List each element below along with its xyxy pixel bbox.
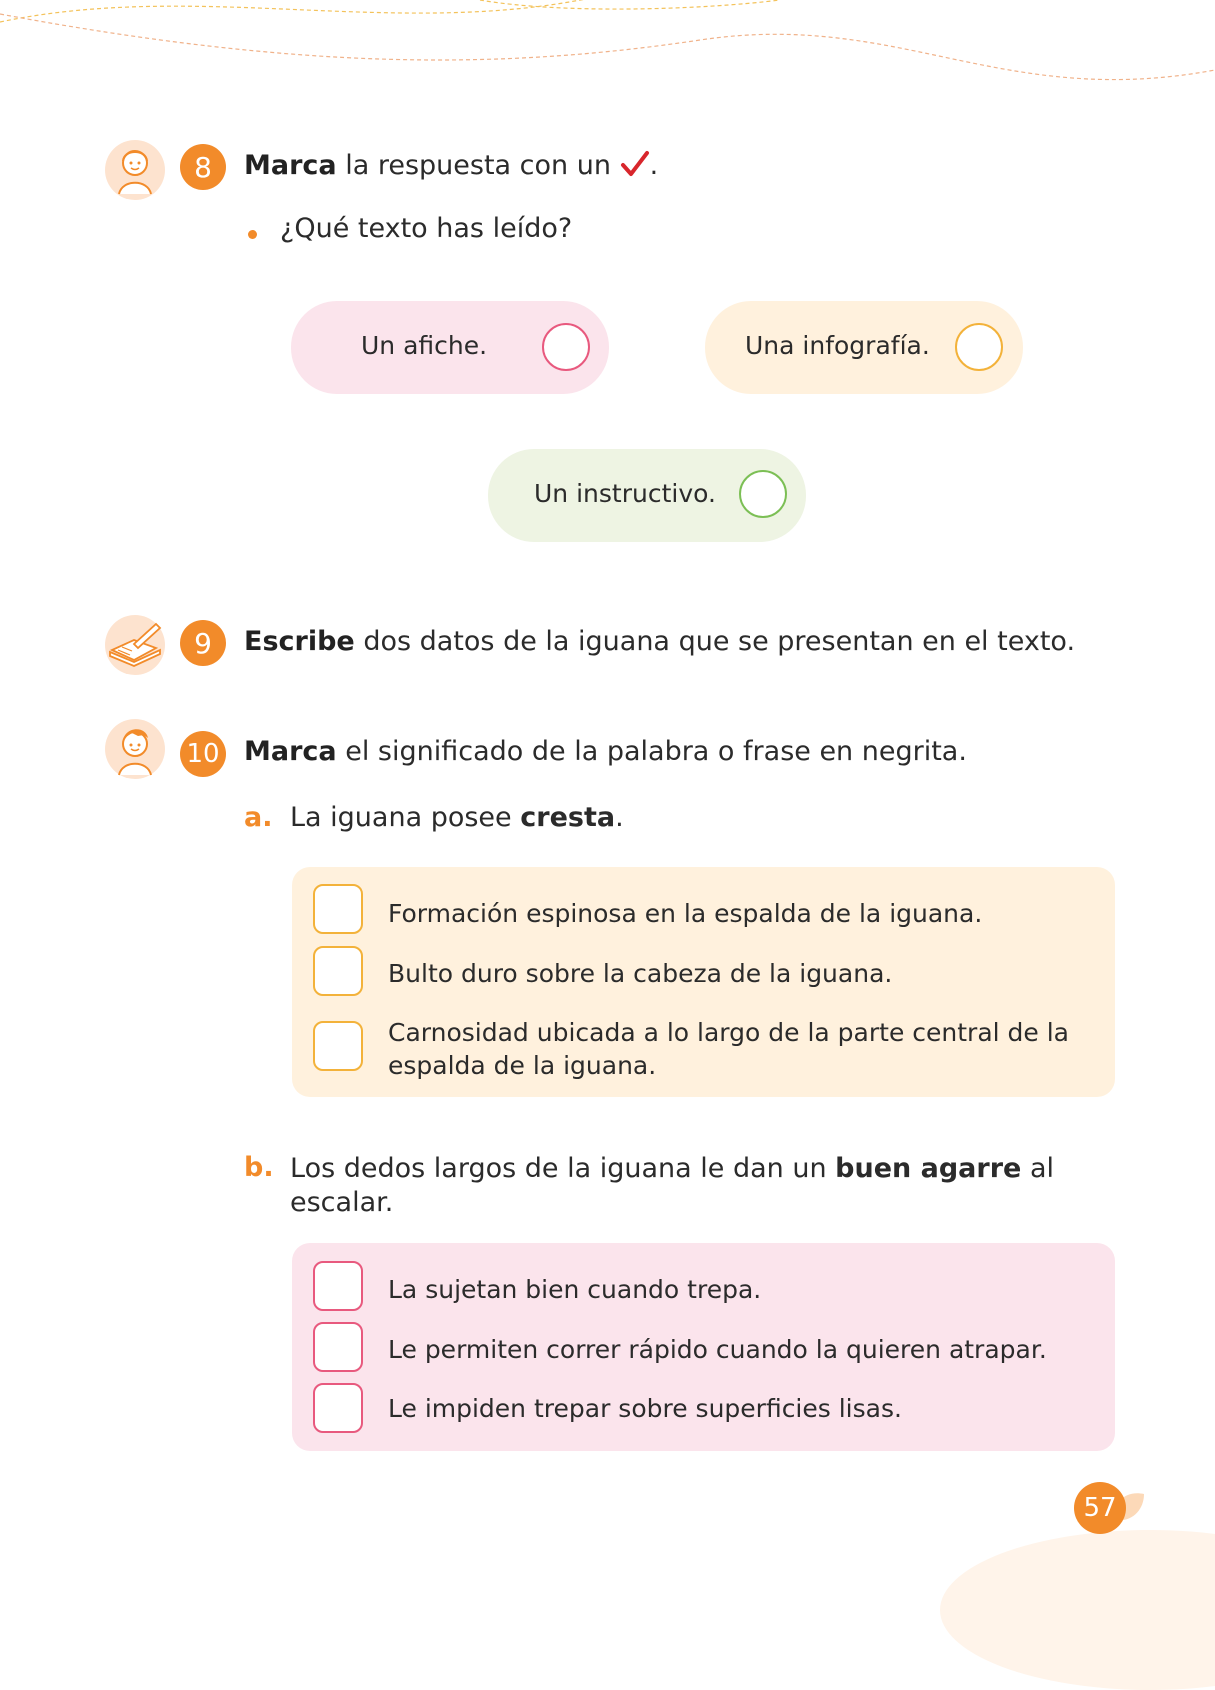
option-label: Un afiche.	[361, 331, 488, 360]
answer-checkbox[interactable]	[313, 884, 363, 934]
question-verb: Escribe	[244, 626, 355, 657]
answer-checkbox[interactable]	[313, 946, 363, 996]
question-number-badge: 10	[180, 731, 226, 777]
item-letter: b.	[244, 1152, 274, 1183]
answer-option-instructivo[interactable]	[488, 449, 806, 542]
bullet	[248, 230, 257, 239]
decorative-waves	[0, 0, 1215, 130]
option-text: Carnosidad ubicada a lo largo de la parte central de la espalda de la iguana.	[388, 1018, 1069, 1080]
question-number-badge: 9	[180, 620, 226, 666]
option-text: Bulto duro sobre la cabeza de la iguana.	[388, 959, 893, 988]
boy-icon	[104, 718, 166, 780]
option-label: Una infografía.	[745, 331, 930, 360]
question-number-badge: 8	[180, 144, 226, 190]
question-10-text: Marca el significado de la palabra o frase en negrita.	[244, 736, 967, 767]
option-text: Formación espinosa en la espalda de la iguana.	[388, 899, 983, 928]
question-verb: Marca	[244, 736, 337, 767]
answer-checkbox[interactable]	[313, 1322, 363, 1372]
option-text: Le permiten correr rápido cuando la quieren atrapar.	[388, 1335, 1047, 1364]
girl-icon	[104, 139, 166, 201]
question-verb: Marca	[244, 150, 337, 181]
answer-checkbox[interactable]	[313, 1383, 363, 1433]
answer-option-infografia[interactable]	[705, 301, 1023, 394]
answer-circle[interactable]	[955, 323, 1003, 371]
question-8-subquestion: ¿Qué texto has leído?	[280, 213, 573, 244]
option-text: La sujetan bien cuando trepa.	[388, 1275, 762, 1304]
question-9-text: Escribe dos datos de la iguana que se presentan en el texto.	[244, 626, 1076, 657]
answer-circle[interactable]	[739, 470, 787, 518]
item-a-text: La iguana posee cresta.	[290, 802, 624, 833]
answer-option-afiche[interactable]	[291, 301, 609, 394]
answer-circle[interactable]	[542, 323, 590, 371]
option-label: Un instructivo.	[534, 479, 716, 508]
answer-checkbox[interactable]	[313, 1021, 363, 1071]
question-8-text: Marca la respuesta con un .	[244, 150, 659, 181]
footer-decoration	[940, 1530, 1215, 1690]
item-b-text: Los dedos largos de la iguana le dan un buen agarre al escalar.	[290, 1153, 1054, 1218]
book-pencil-icon	[104, 614, 166, 676]
option-text: Le impiden trepar sobre superficies lisas.	[388, 1394, 902, 1423]
answer-checkbox[interactable]	[313, 1261, 363, 1311]
item-letter: a.	[244, 802, 273, 833]
check-icon	[620, 150, 650, 178]
page-number: 57	[1074, 1482, 1126, 1534]
